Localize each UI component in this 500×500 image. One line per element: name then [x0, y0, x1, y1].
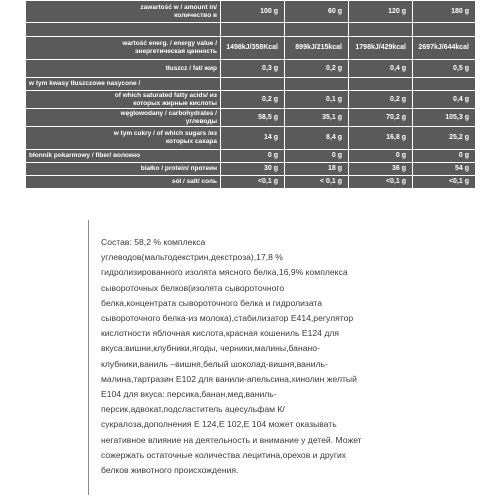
composition-text: Состав: 58,2 % комплекса углеводов(мальтодекстрин,декстроза),17,8 % гидролизированного изолята мясного белка,16,9% комплекса сывороточных белков(изолята сывороточного белка,концентрата сывороточного белка и гидролизата сывороточного белка-из молока),стабилизатор E414,регулятор кислотности яблочная кислота,красная кошениль E124 для вкуса:вишни,клубники,ягоды, черники,малины,банано- клубники,ваниль –вишня,белый шоколад-вишня,ваниль- малина,тартразин E102 для ванили-апельсина,хинолин желтый E104 для вкуса: персика,банан,мед,ваниль- персик,адвокат,подсластитель ацесульфам К/ сукралоза,дополнения E 124,E 102,E 104 может оказывать негативное влияние на деятельность и внимание у детей. Может сожержать остаточные количества лецитина,орехов и других белков животного происхождения.: [101, 237, 362, 476]
spacer-cell: [285, 23, 349, 37]
table-row: [26, 1, 476, 23]
spacer-cell: [26, 23, 221, 37]
nutrient-value: 0,1 g: [285, 91, 349, 109]
nutrient-value: 120 g: [349, 1, 413, 23]
spacer-cell: [349, 23, 413, 37]
spacer-cell: [413, 23, 476, 37]
nutrient-value: 58,5 g: [221, 109, 285, 127]
nutrient-value: 1498kJ/358Kcal: [221, 37, 285, 60]
nutrient-value: 36 g: [349, 163, 413, 176]
nutrient-value: 1798kJ/429kcal: [349, 37, 413, 60]
table-row: [26, 37, 476, 60]
table-row: [26, 176, 476, 189]
nutrient-value: [349, 78, 413, 91]
spacer-row: [26, 23, 476, 37]
nutrient-label: tłuszcz / fat/ жир: [26, 60, 221, 78]
nutrient-value: 0,4 g: [413, 91, 476, 109]
nutrient-label: białko / protein/ протеин: [26, 163, 221, 176]
nutrient-value: [413, 78, 476, 91]
nutrient-value: <0,1 g: [413, 176, 476, 189]
nutrient-value: 100 g: [221, 1, 285, 23]
nutrient-value: [221, 78, 285, 91]
nutrient-value: 14 g: [221, 127, 285, 150]
table-row: [26, 150, 476, 163]
nutrient-value: <0,1 g: [221, 176, 285, 189]
nutrient-label: błonnik pokarmowy / fiber/ волокно: [26, 150, 221, 163]
nutrient-value: 2697kJ/644kcal: [413, 37, 476, 60]
nutrient-value: 54 g: [413, 163, 476, 176]
nutrient-value: 30 g: [221, 163, 285, 176]
nutrient-value: 8,4 g: [285, 127, 349, 150]
nutrient-label: sól / salt/ соль: [26, 176, 221, 189]
nutrient-label: w tym cukry / of which sugars /из которых сахара: [26, 127, 221, 150]
nutrient-value: 25,2 g: [413, 127, 476, 150]
nutrient-label: węglowodany / carbohydrates / углеводы: [26, 109, 221, 127]
nutrient-value: 35,1 g: [285, 109, 349, 127]
nutrient-value: 0,2 g: [349, 91, 413, 109]
nutrient-value: 105,3 g: [413, 109, 476, 127]
table-row: [26, 60, 476, 78]
nutrient-label: of which saturated fatty acids/ из которых жирные кислоты: [26, 91, 221, 109]
spacer-cell: [221, 23, 285, 37]
nutrient-label: wartość energ. / energy value / энергетическая ценность: [26, 37, 221, 60]
nutrient-value: 0 g: [413, 150, 476, 163]
vertical-divider: [88, 220, 89, 495]
table-row: [26, 91, 476, 109]
nutrient-value: 70,2 g: [349, 109, 413, 127]
nutrient-value: 0,5 g: [413, 60, 476, 78]
nutrient-value: 0 g: [349, 150, 413, 163]
nutrient-value: 60 g: [285, 1, 349, 23]
nutrition-table-container: [0, 0, 500, 189]
nutrient-value: 0,3 g: [221, 60, 285, 78]
table-row: [26, 78, 476, 91]
table-row: [26, 109, 476, 127]
nutrient-value: 16,8 g: [349, 127, 413, 150]
nutrient-value: 899kJ/215kcal: [285, 37, 349, 60]
nutrient-value: 0,4 g: [349, 60, 413, 78]
nutrient-value: [285, 78, 349, 91]
nutrient-value: 0,2 g: [221, 91, 285, 109]
nutrition-table: [25, 0, 476, 189]
nutrient-value: 0 g: [221, 150, 285, 163]
nutrient-value: 0,2 g: [285, 60, 349, 78]
nutrient-label: w tym kwasy tłuszczowe nasycone /: [26, 78, 221, 91]
nutrient-value: 180 g: [413, 1, 476, 23]
nutrient-value: 18 g: [285, 163, 349, 176]
nutrient-value: <0,1 g: [349, 176, 413, 189]
nutrient-label: zawartość w / amount in/ количество в: [26, 1, 221, 23]
table-row: [26, 163, 476, 176]
nutrient-value: 0 g: [285, 150, 349, 163]
nutrient-value: < 0,1 g: [285, 176, 349, 189]
table-row: [26, 127, 476, 150]
